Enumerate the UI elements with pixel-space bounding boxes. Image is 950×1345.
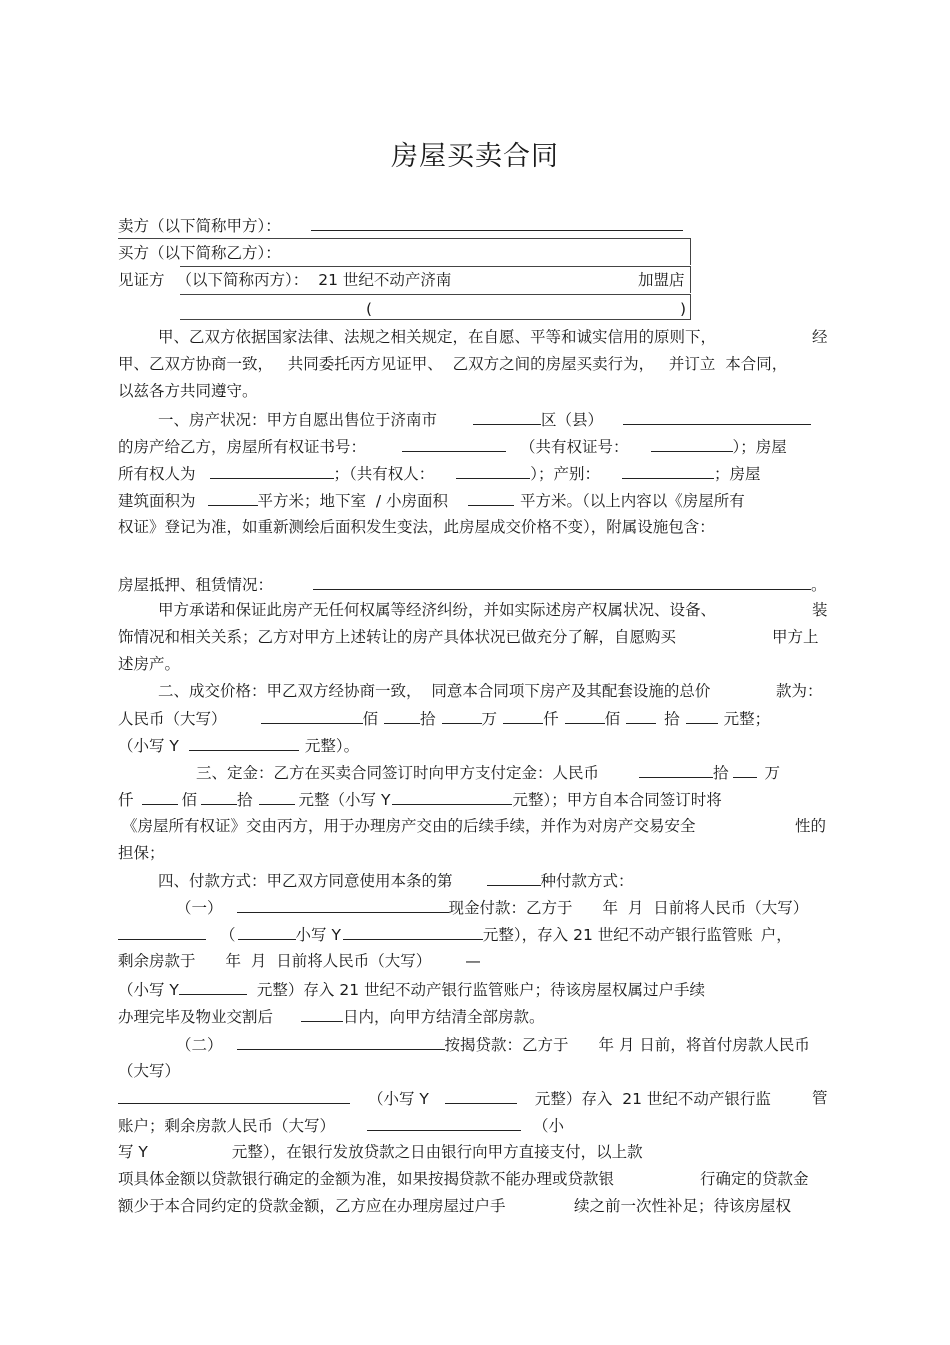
s4-blank	[367, 1112, 521, 1131]
s3-line-3: 《房屋所有权证》交由丙方，用于办理房产交由的后续手续，并作为对房产交易安全	[122, 817, 696, 835]
preamble-line-2: 甲、乙双方协商一致， 共同委托丙方见证甲、 乙双方之间的房屋买卖行为， 并订立 本合同，	[118, 355, 788, 373]
s4-line-13: 额少于本合同约定的贷款金额，乙方应在办理房屋过户手	[118, 1197, 506, 1215]
s4-text: 户，	[760, 926, 792, 944]
witness-paren: （以下简称丙方）：	[176, 271, 309, 289]
s4-line-7	[176, 1031, 810, 1058]
s4-blank	[237, 894, 449, 913]
s2-blank	[626, 705, 656, 724]
s1-line-1	[158, 406, 811, 433]
s3-text: 万	[764, 764, 781, 782]
s4-text: （一）	[176, 899, 223, 917]
s3-blank	[639, 759, 713, 778]
s1-text: 建筑面积为	[118, 492, 196, 510]
s3-line-2	[118, 786, 722, 813]
s4-text: 四、付款方式：甲乙双方同意使用本条的第	[158, 872, 453, 890]
s1-mortgage-line	[118, 571, 827, 598]
s2-text: 拾	[664, 710, 680, 728]
s4-text: 剩余房款于	[118, 952, 196, 970]
s1-text: 平方米；地下室 / 小房面积	[257, 492, 449, 510]
s1-line-5: 权证》登记为准，如重新测绘后面积发生变法，此房屋成交价格不变），附属设施包含：	[118, 518, 715, 536]
s4-blank	[118, 1085, 350, 1104]
s1-blank	[623, 406, 811, 425]
s4-text: 小写 Y	[295, 926, 341, 944]
s1-line-9: 述房产。	[118, 655, 181, 673]
s1-text: 平方米。（以上内容以《房屋所有	[520, 492, 745, 510]
s3-text: 元整）；甲方自本合同签订时将	[512, 791, 722, 809]
seller-blank	[311, 212, 683, 231]
s4-text: —	[465, 952, 481, 970]
s3-blank	[201, 786, 237, 805]
s3-line-4: 担保；	[118, 844, 165, 862]
s4-blank	[238, 921, 296, 940]
s2-line-3	[118, 732, 359, 759]
s1-blank	[473, 406, 541, 425]
close-paren: )	[680, 300, 687, 318]
s1-text: ）；房屋	[732, 438, 787, 456]
s4-text: 现金付款：乙方于	[448, 899, 573, 917]
s4-text: 年 月 日前，将首付房款人民币	[598, 1036, 810, 1054]
s4-text: （小写 Y	[118, 981, 179, 999]
buyer-line	[118, 240, 281, 266]
s4-blank	[445, 1085, 517, 1104]
s1-line-8-end: 甲方上	[772, 628, 819, 646]
s1-line-7-end: 装	[812, 601, 828, 619]
witness-store: 加盟店	[638, 271, 685, 289]
s1-blank	[622, 460, 714, 479]
s2-blank	[565, 705, 605, 724]
s4-text: （	[220, 926, 236, 944]
s1-text: 的房产给乙方，房屋所有权证书号：	[118, 438, 367, 456]
s2-blank	[261, 705, 363, 724]
s1-text: ；房屋	[714, 465, 761, 483]
s1-text: 房屋抵押、租赁情况：	[118, 576, 274, 594]
s4-blank	[487, 867, 541, 886]
s3-blank	[733, 759, 757, 778]
s2-text: （小写 Y	[118, 737, 179, 755]
s1-line-3	[118, 460, 761, 487]
s3-line-1	[196, 759, 780, 786]
seller-label: 卖方（以下简称甲方）：	[118, 217, 281, 235]
s4-line-10	[118, 1112, 564, 1139]
s3-text: 拾	[237, 791, 253, 809]
s4-line-12: 项具体金额以贷款银行确定的金额为准，如果按揭贷款不能办理或贷款银	[118, 1170, 615, 1188]
s4-text: 按揭贷款：乙方于	[444, 1036, 569, 1054]
s2-text: 仟	[543, 710, 559, 728]
s4-line-11	[118, 1139, 643, 1165]
s2-text: 佰	[362, 710, 379, 728]
s4-text: 年 月 日前将人民币（大写）	[225, 952, 432, 970]
s4-line-9-end: 管	[812, 1089, 828, 1107]
s4-blank	[179, 976, 247, 995]
s2-text: 佰	[604, 710, 621, 728]
s1-text: ）；产别：	[530, 465, 601, 483]
s1-blank	[456, 460, 530, 479]
s4-text: 账户；剩余房款人民币（大写）	[118, 1117, 336, 1135]
s4-text: （小	[533, 1117, 565, 1135]
witness-label: 见证方	[118, 271, 165, 289]
s3-text: 三、定金：乙方在买卖合同签订时向甲方支付定金：人民币	[196, 764, 600, 782]
s4-text: 种付款方式：	[540, 872, 634, 890]
s1-text: 区（县）	[541, 411, 604, 429]
s3-blank	[259, 786, 295, 805]
s4-line-4	[118, 948, 481, 974]
s2-blank	[503, 705, 543, 724]
s4-line-8: （大写）	[118, 1062, 181, 1080]
s2-blank	[442, 705, 482, 724]
s2-text: 万	[481, 710, 498, 728]
s4-blank	[118, 921, 206, 940]
s4-line-2	[176, 894, 808, 921]
s4-blank	[343, 921, 483, 940]
s4-text: 日内，向甲方结清全部房款。	[343, 1008, 545, 1026]
s4-text: 元整），在银行发放贷款之日由银行向甲方直接支付，以上款	[231, 1143, 643, 1161]
s3-text: 拾	[713, 764, 729, 782]
s4-text: 年 月 日前将人民币（大写）	[602, 899, 809, 917]
s1-line-8: 饰情况和相关关系；乙方对甲方上述转让的房产具体状况已做充分了解，自愿购买	[118, 628, 677, 646]
s2-line-1-end: 款为：	[776, 682, 823, 700]
s4-line-13-end: 续之前一次性补足；待该房屋权	[574, 1197, 792, 1215]
s4-text: 元整）存入 21 世纪不动产银行监管账户；待该房屋权属过户手续	[256, 981, 705, 999]
s1-text: 一、房产状况：甲方自愿出售位于济南市	[158, 411, 438, 429]
s1-line-7: 甲方承诺和保证此房产无任何权属等经济纠纷，并如实际述房产权属状况、设备、	[158, 601, 717, 619]
s3-blank	[392, 786, 512, 805]
witness-name: 21 世纪不动产济南	[318, 271, 452, 289]
s4-blank	[301, 1003, 343, 1022]
s3-text: 元整（小写 Y	[298, 791, 391, 809]
document-title: 房屋买卖合同	[391, 141, 559, 172]
witness-line	[118, 267, 451, 293]
s1-text: 。	[811, 576, 827, 594]
s4-text: 写 Y	[118, 1143, 148, 1161]
s4-line-1	[158, 867, 634, 894]
s4-text: 元整），存入 21 世纪不动产银行监管账	[482, 926, 753, 944]
s2-blank	[189, 732, 299, 751]
seller-line	[118, 212, 683, 239]
s4-blank	[237, 1031, 445, 1050]
s1-text: （共有权证号：	[520, 438, 629, 456]
s1-blank	[402, 433, 506, 452]
s4-text: （二）	[176, 1036, 223, 1054]
s2-text: 人民币（大写）	[118, 710, 227, 728]
s2-text: 元整；	[723, 710, 771, 728]
s1-blank	[210, 460, 334, 479]
s2-text: 拾	[420, 710, 436, 728]
s1-line-4	[118, 487, 745, 514]
s2-text: 元整）。	[304, 737, 360, 755]
s4-text: （小写 Y	[368, 1090, 429, 1108]
s1-blank	[651, 433, 733, 452]
s2-line-2	[118, 705, 770, 732]
witness-branch-row	[180, 294, 691, 320]
open-paren: (	[366, 300, 373, 318]
s4-line-5	[118, 976, 705, 1003]
s1-blank	[313, 571, 811, 590]
s2-line-1: 二、成交价格：甲乙双方经协商一致， 同意本合同项下房产及其配套设施的总价	[158, 682, 711, 700]
preamble-line-3: 以兹各方共同遵守。	[118, 382, 258, 400]
s3-line-3-end: 性的	[795, 817, 827, 835]
s2-blank	[384, 705, 420, 724]
s3-text: 仟	[118, 791, 134, 809]
s4-text: 元整）存入 21 世纪不动产银行监	[534, 1090, 771, 1108]
s4-line-9	[118, 1085, 771, 1112]
s4-text: 办理完毕及物业交割后	[118, 1008, 274, 1026]
s2-blank	[686, 705, 718, 724]
buyer-label: 买方（以下简称乙方）：	[118, 244, 281, 262]
s3-text: 佰	[181, 791, 198, 809]
s4-line-6	[118, 1003, 545, 1030]
s1-text: ；（共有权人：	[333, 465, 435, 483]
preamble-line-1-end: 经	[812, 328, 828, 346]
s4-line-12-end: 行确定的贷款金	[700, 1170, 809, 1188]
s1-text: 所有权人为	[118, 465, 196, 483]
s4-line-3	[118, 921, 792, 948]
s1-blank	[208, 487, 258, 506]
s3-blank	[142, 786, 178, 805]
s1-blank	[468, 487, 514, 506]
s1-line-2	[118, 433, 787, 460]
preamble-line-1: 甲、乙双方依据国家法律、法规之相关规定，在自愿、平等和诚实信用的原则下，	[158, 328, 717, 346]
